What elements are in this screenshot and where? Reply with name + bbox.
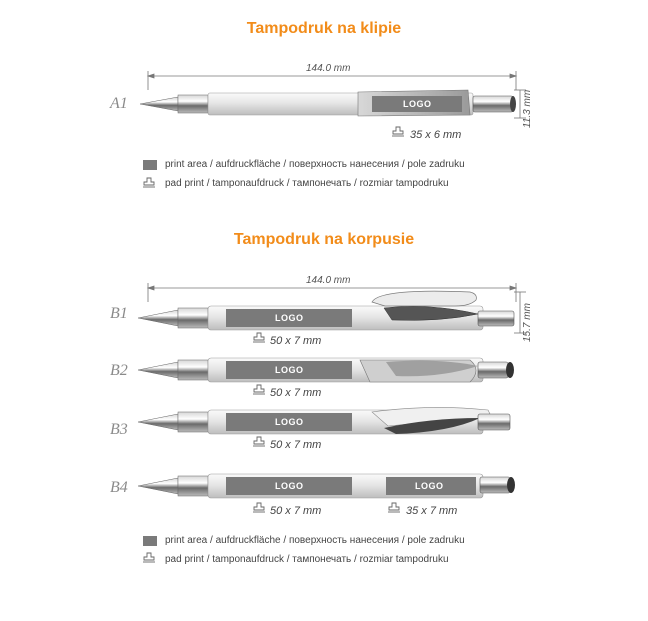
logo-b1: LOGO [275,313,304,323]
b-height-label: 15.7 mm [522,303,533,342]
size-b4-2: 35 x 7 mm [406,505,458,517]
size-b3: 50 x 7 mm [270,439,322,451]
legend-b-print-area-swatch [143,536,157,546]
a1-length-label: 144.0 mm [306,63,351,74]
pen-b3 [138,407,510,434]
size-b1: 50 x 7 mm [270,335,322,347]
pad-stamp-icon [253,437,265,446]
logo-a1: LOGO [403,99,432,109]
pad-stamp-icon [253,333,265,342]
logo-b3: LOGO [275,417,304,427]
pen-label-b2: B2 [110,362,128,379]
pad-stamp-icon [253,385,265,394]
section-b-title: Tampodruk na korpusie [233,231,415,248]
size-b4-1: 50 x 7 mm [270,505,322,517]
legend-a-pad-print: pad print / tamponaufdruck / тампонечать / rozmiar tampodruku [165,178,449,189]
pen-label-b1: B1 [110,305,128,322]
pad-stamp-icon [143,553,155,562]
pad-stamp-icon [392,127,404,136]
logo-b4-2: LOGO [415,481,444,491]
a1-height-label: 11.3 mm [522,89,533,128]
legend-a-print-area-swatch [143,160,157,170]
logo-b2: LOGO [275,365,304,375]
b-length-label: 144.0 mm [306,275,351,286]
pad-stamp-icon [388,503,400,512]
legend-a-print-area: print area / aufdruckfläche / поверхность нанесения / pole zadruku [165,159,465,170]
pen-b4 [138,474,515,498]
pad-stamp-icon [253,503,265,512]
pen-label-b4: B4 [110,479,128,496]
pen-a1 [140,90,516,116]
section-a-title: Tampodruk na klipie [246,20,402,37]
pen-label-b3: B3 [110,421,128,438]
size-a1: 35 x 6 mm [410,129,462,141]
pen-b1 [138,291,514,330]
pad-stamp-icon [143,178,155,187]
legend-b-print-area: print area / aufdruckfläche / поверхность нанесения / pole zadruku [165,535,465,546]
size-b2: 50 x 7 mm [270,387,322,399]
pen-b2 [138,358,514,382]
legend-b-pad-print: pad print / tamponaufdruck / тампонечать / rozmiar tampodruku [165,554,449,565]
pen-label-a1: A1 [110,95,128,112]
logo-b4-1: LOGO [275,481,304,491]
